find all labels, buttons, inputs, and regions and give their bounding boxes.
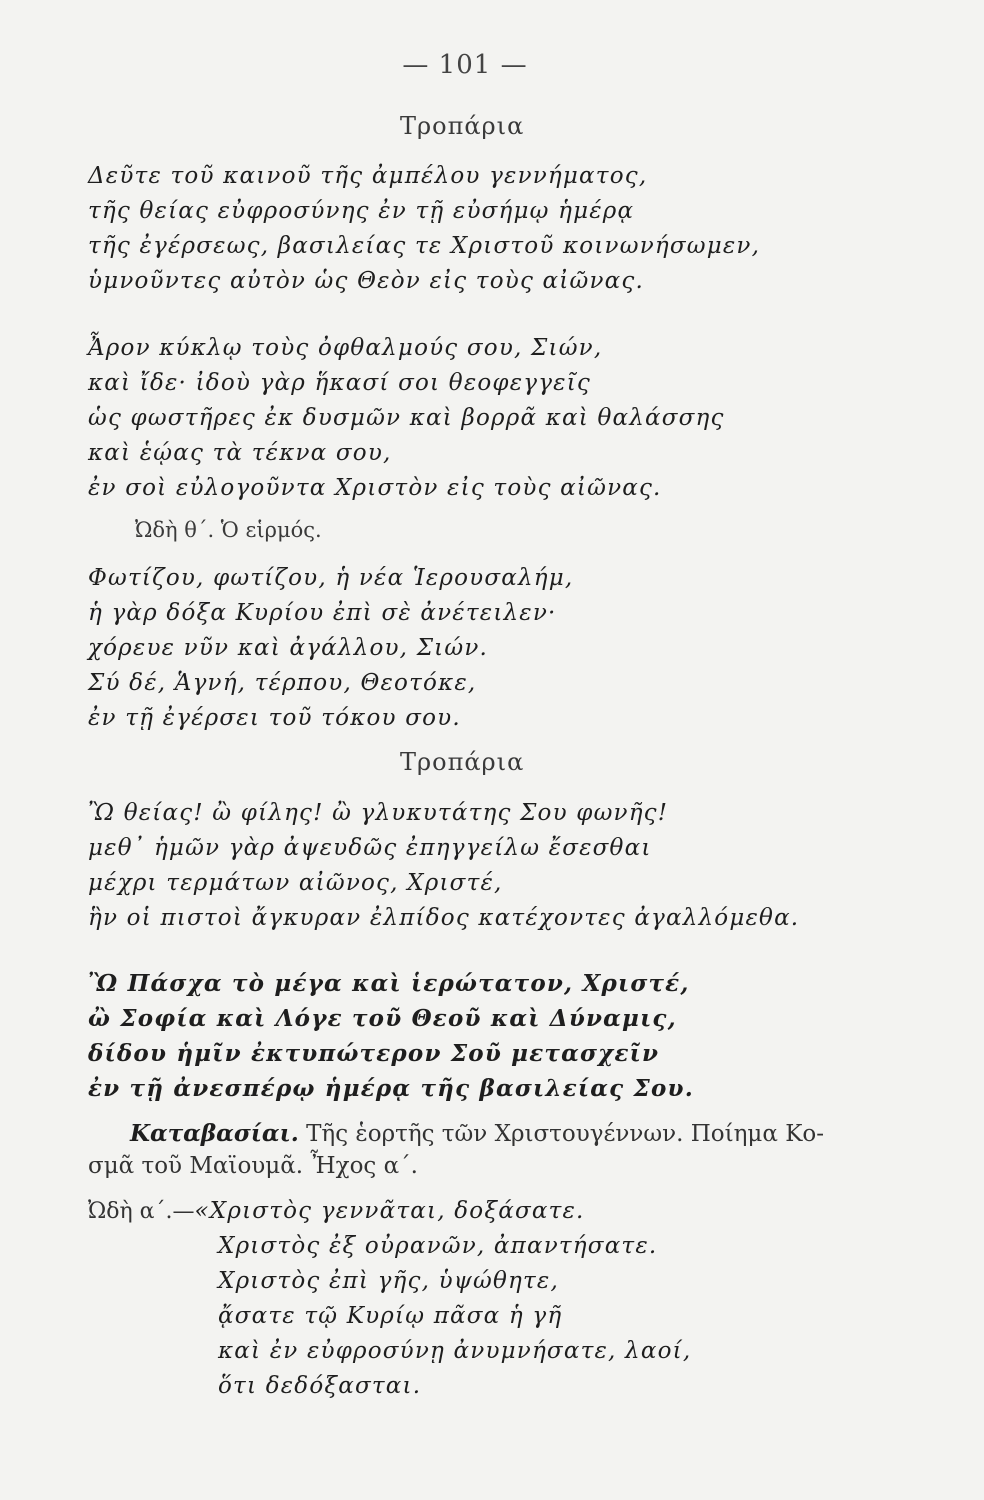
- stanza-5-line-2: ὢ Σοφία καὶ Λόγε τοῦ Θεοῦ καὶ Δύναμις,: [88, 1005, 677, 1032]
- stanza-5-line-1: Ὢ Πάσχα τὸ μέγα καὶ ἱερώτατον, Χριστέ,: [88, 970, 690, 997]
- ode-1-line-3: Χριστὸς ἐπὶ γῆς, ὑψώθητε,: [218, 1268, 559, 1294]
- stanza-3-line-4: Σύ δέ, Ἁγνή, τέρπου, Θεοτόκε,: [88, 670, 477, 696]
- section-heading-troparia-1: Τροπάρια: [400, 112, 525, 140]
- katabasiai-line-1: [130, 1120, 824, 1147]
- stanza-2-line-4: καὶ ἑῴας τὰ τέκνα σου,: [88, 440, 392, 466]
- stanza-3-line-1: Φωτίζου, φωτίζου, ἡ νέα Ἱερουσαλήμ,: [88, 565, 574, 591]
- page-number: — 101 —: [402, 50, 528, 80]
- stanza-3-line-3: χόρευε νῦν καὶ ἀγάλλου, Σιών.: [88, 635, 489, 661]
- stanza-1-line-4: ὑμνοῦντες αὐτὸν ὡς Θεὸν εἰς τοὺς αἰῶνας.: [88, 268, 644, 294]
- stanza-4-line-3: μέχρι τερμάτων αἰῶνος, Χριστέ,: [88, 870, 503, 896]
- ode-1-line-4: ᾄσατε τῷ Κυρίῳ πᾶσα ἡ γῆ: [218, 1303, 563, 1329]
- stanza-2-line-2: καὶ ἴδε· ἰδοὺ γὰρ ἥκασί σοι θεοφεγγεῖς: [88, 370, 592, 396]
- stanza-3-line-5: ἐν τῇ ἐγέρσει τοῦ τόκου σου.: [88, 705, 461, 731]
- katabasiai-line-2: σμᾶ τοῦ Μαϊουμᾶ. Ἦχος α΄.: [88, 1153, 418, 1179]
- stanza-2-line-1: Ἆρον κύκλῳ τοὺς ὀφθαλμούς σου, Σιών,: [88, 335, 603, 361]
- ode-1-line-6: ὅτι δεδόξασται.: [218, 1373, 422, 1399]
- stanza-3-line-2: ἡ γὰρ δόξα Κυρίου ἐπὶ σὲ ἀνέτειλεν·: [88, 600, 557, 626]
- ode-1-first-line: [88, 1198, 585, 1224]
- ode-1-line-5: καὶ ἐν εὐφροσύνῃ ἀνυμνήσατε, λαοί,: [218, 1338, 692, 1364]
- katabasiai-description: Τῆς ἑορτῆς τῶν Χριστουγέννων. Ποίημα Κο-: [298, 1121, 825, 1147]
- ode-1-line-2: Χριστὸς ἐξ οὐρανῶν, ἀπαντήσατε.: [218, 1233, 658, 1259]
- stanza-1-line-2: τῆς θείας εὐφροσύνης ἐν τῇ εὐσήμῳ ἡμέρᾳ: [88, 198, 635, 224]
- section-heading-troparia-2: Τροπάρια: [400, 748, 525, 776]
- stanza-2-line-3: ὡς φωστῆρες ἐκ δυσμῶν καὶ βορρᾶ καὶ θαλάσσης: [88, 405, 725, 431]
- stanza-1-line-1: Δεῦτε τοῦ καινοῦ τῆς ἀμπέλου γεννήματος,: [88, 163, 648, 189]
- katabasiai-label: Καταβασίαι.: [130, 1120, 299, 1147]
- stanza-5-line-3: δίδου ἡμῖν ἐκτυπώτερον Σοῦ μετασχεῖν: [88, 1040, 660, 1067]
- stanza-4-line-2: μεθ᾿ ἡμῶν γὰρ ἀψευδῶς ἐπηγγείλω ἔσεσθαι: [88, 835, 652, 861]
- stanza-5-line-4: ἐν τῇ ἀνεσπέρῳ ἡμέρᾳ τῆς βασιλείας Σου.: [88, 1075, 694, 1102]
- stanza-4-line-4: ἣν οἱ πιστοὶ ἄγκυραν ἐλπίδος κατέχοντες ἀγαλλόμεθα.: [88, 905, 800, 931]
- ode-1-line-1: «Χριστὸς γεννᾶται, δοξάσατε.: [194, 1198, 585, 1224]
- stanza-4-line-1: Ὢ θείας! ὢ φίλης! ὢ γλυκυτάτης Σου φωνῆς!: [88, 800, 669, 826]
- stanza-1-line-3: τῆς ἐγέρσεως, βασιλείας τε Χριστοῦ κοινωνήσωμεν,: [88, 233, 761, 259]
- ode-1-label: Ὠδὴ α΄.—: [88, 1199, 195, 1224]
- stanza-2-line-5: ἐν σοὶ εὐλογοῦντα Χριστὸν εἰς τοὺς αἰῶνας.: [88, 475, 662, 501]
- ode-9-heading: Ὠδὴ θ΄. Ὁ εἱρμός.: [135, 518, 322, 542]
